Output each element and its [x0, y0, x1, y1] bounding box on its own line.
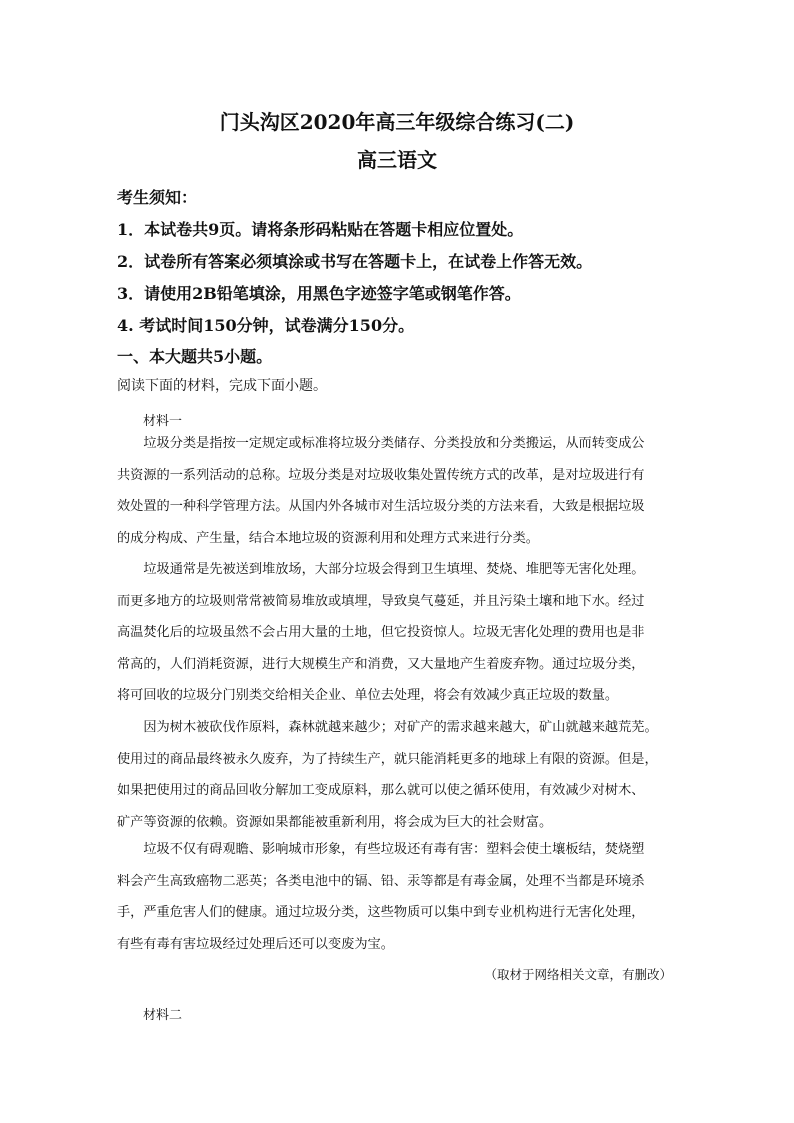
section-instruction: 阅读下面的材料，完成下面小题。 — [117, 378, 327, 394]
page-subtitle: 高三语文 — [357, 148, 437, 172]
material-label: 材料一 — [143, 414, 183, 429]
paragraph-line: 而更多地方的垃圾则常常被简易堆放或填埋，导致臭气蔓延，并且污染土壤和地下水。经过 — [117, 593, 645, 609]
paragraph — [117, 554, 677, 712]
paragraph-line: 矿产等资源的依赖。资源如果都能被重新利用，将会成为巨大的社会财富。 — [117, 814, 553, 830]
section-heading: 一、本大题共5小题。 — [117, 347, 273, 366]
notice-heading: 考生须知： — [117, 188, 198, 207]
paragraph-line: 将可回收的垃圾分门别类交给相关企业、单位去处理，将会有效减少真正垃圾的数量。 — [117, 688, 619, 703]
page-title: 门头沟区2020年高三年级综合练习(二) — [219, 110, 575, 134]
notice-item: 2．试卷所有答案必须填涂或书写在答题卡上，在试卷上作答无效。 — [117, 252, 593, 271]
paragraph-line: 垃圾不仅有碍观瞻、影响城市形象，有些垃圾还有毒有害：塑料会使土壤板结，焚烧塑 — [117, 842, 645, 857]
paragraph-line: 使用过的商品最终被永久废弃，为了持续生产，就只能消耗更多的地球上有限的资源。但是， — [117, 751, 658, 767]
paragraph-line: 的成分构成、产生量，结合本地垃圾的资源利用和处理方式来进行分类。 — [117, 530, 539, 546]
paragraph-line: 因为树木被砍伐作原料，森林就越来越少；对矿产的需求越来越大，矿山就越来越荒芜。 — [117, 720, 658, 735]
notice-item: 4. 考试时间150分钟，试卷满分150分。 — [117, 316, 415, 335]
paragraph-line: 料会产生高致癌物二恶英；各类电池中的镉、铅、汞等都是有毒金属，处理不当都是环境杀 — [117, 873, 645, 889]
paragraph — [117, 712, 677, 838]
source-note: （取材于网络相关文章，有删改） — [484, 967, 672, 982]
paragraph-line: 如果把使用过的商品回收分解加工变成原料，那么就可以使之循环使用，有效减少对树木、 — [117, 783, 645, 798]
paragraph-line: 手，严重危害人们的健康。通过垃圾分类，这些物质可以集中到专业机构进行无害化处理， — [117, 905, 645, 920]
notice-item: 3．请使用2B铅笔填涂，用黑色字迹签字笔或钢笔作答。 — [117, 284, 521, 303]
paragraph-line: 高温焚化后的垃圾虽然不会占用大量的土地，但它投资惊人。垃圾无害化处理的费用也是非 — [117, 625, 645, 640]
paragraph-line: 有些有毒有害垃圾经过处理后还可以变废为宝。 — [117, 936, 394, 952]
notice-item: 1．本试卷共9页。请将条形码粘贴在答题卡相应位置处。 — [117, 220, 524, 239]
paragraph-line: 常高的，人们消耗资源，进行大规模生产和消费，又大量地产生着废弃物。通过垃圾分类， — [117, 656, 645, 672]
paragraph — [117, 428, 677, 554]
material-label: 材料二 — [143, 1008, 183, 1023]
paragraph-line: 垃圾分类是指按一定规定或标准将垃圾分类储存、分类投放和分类搬运，从而转变成公 — [117, 436, 645, 451]
paragraph-line: 垃圾通常是先被送到堆放场，大部分垃圾会得到卫生填埋、焚烧、堆肥等无害化处理。 — [117, 562, 645, 577]
paragraph-line: 效处置的一种科学管理方法。从国内外各城市对生活垃圾分类的方法来看，大致是根据垃圾 — [117, 499, 645, 514]
paragraph-line: 共资源的一系列活动的总称。垃圾分类是对垃圾收集处置传统方式的改革，是对垃圾进行有 — [117, 467, 645, 483]
paragraph — [117, 834, 677, 960]
